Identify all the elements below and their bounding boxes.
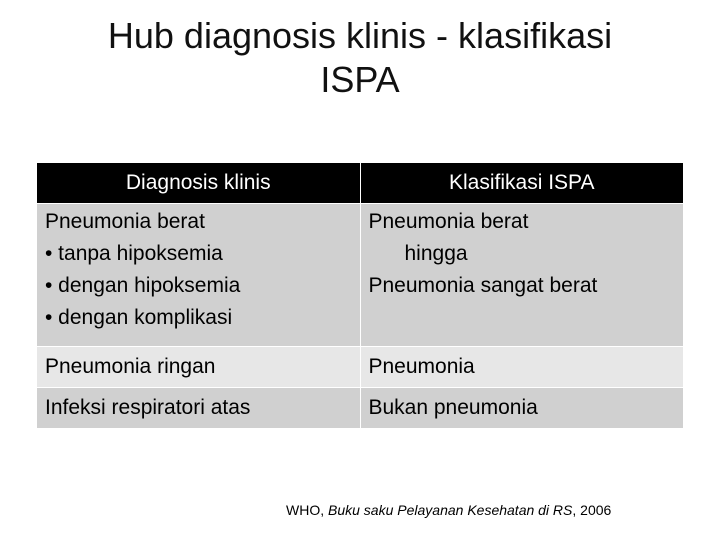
title-line-2: ISPA — [320, 59, 400, 100]
cell-line: • tanpa hipoksemia — [45, 242, 223, 265]
cell-line: Pneumonia sangat berat — [368, 274, 598, 297]
table-row — [37, 204, 684, 347]
table-row — [37, 347, 684, 388]
header-diagnosis-klinis: Diagnosis klinis — [37, 163, 361, 204]
table-row — [37, 388, 684, 429]
table-cell — [360, 347, 684, 388]
header-klasifikasi-ispa: Klasifikasi ISPA — [360, 163, 684, 204]
table-cell — [360, 204, 684, 347]
source-citation — [286, 502, 611, 518]
table-cell — [37, 204, 361, 347]
table-cell — [360, 388, 684, 429]
cell-line: • dengan komplikasi — [45, 306, 233, 329]
cell-line: hingga — [404, 242, 468, 265]
cell-line: • dengan hipoksemia — [45, 274, 241, 297]
cell-line: Pneumonia — [368, 355, 475, 378]
slide-title — [0, 14, 720, 102]
cell-line: Pneumonia ringan — [45, 355, 216, 378]
table-header-row — [37, 163, 684, 204]
cell-line: Infeksi respiratori atas — [45, 396, 251, 419]
title-line-1: Hub diagnosis klinis - klasifikasi — [107, 15, 613, 56]
cell-line: Bukan pneumonia — [368, 396, 538, 419]
cell-line: Pneumonia berat — [368, 210, 529, 233]
table-cell — [37, 347, 361, 388]
source-year: , 2006 — [572, 502, 612, 518]
source-title: Buku saku Pelayanan Kesehatan di RS — [328, 502, 573, 518]
classification-table — [36, 162, 684, 429]
source-author: WHO, — [286, 502, 328, 518]
table-cell — [37, 388, 361, 429]
cell-line: Pneumonia berat — [45, 210, 205, 233]
